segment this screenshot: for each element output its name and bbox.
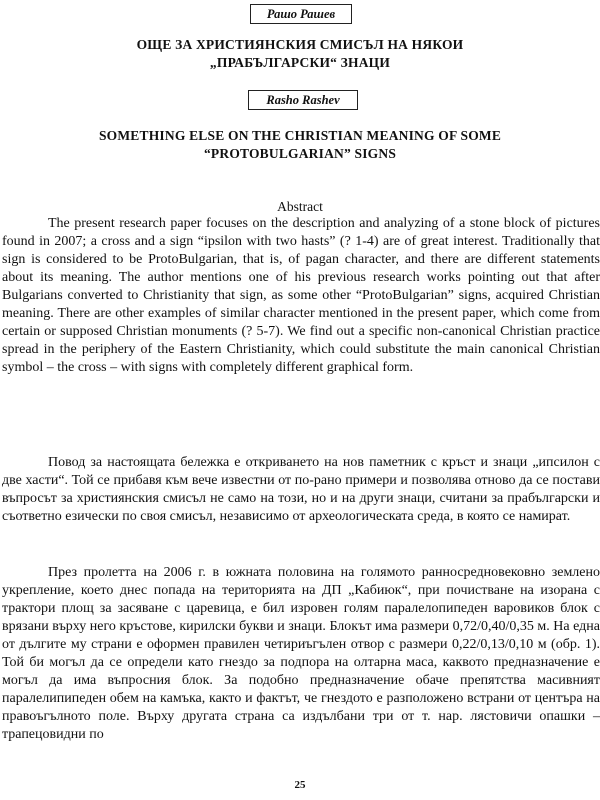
- title-english-line2: “PROTOBULGARIAN” SIGNS: [203, 146, 397, 161]
- body-paragraph-1-text: Повод за настоящата бележка е откриването на нов паметник с кръст и знаци „ипсилон с две хасти“. Той се прибавя към вече известни от по-рано примери и позволява отново да се постави въпросът за християнския смисъл не само на този, но и на други знаци, считани за прабългарски и съответно езически по своя смисъл, независимо от археологическата среда, в която се намират.: [2, 455, 600, 524]
- abstract-paragraph: [2, 215, 600, 377]
- author-name-english: Rasho Rashev: [248, 90, 358, 110]
- author-name-bulgarian: Рашо Рашев: [250, 4, 352, 24]
- title-bulgarian-line1: ОЩЕ ЗА ХРИСТИЯНСКИЯ СМИСЪЛ НА НЯКОИ: [136, 37, 464, 52]
- body-paragraph-1: [2, 454, 600, 526]
- title-english-line1: SOMETHING ELSE ON THE CHRISTIAN MEANING OF SOME: [98, 128, 502, 143]
- abstract-heading: Abstract: [277, 199, 323, 214]
- abstract-text: The present research paper focuses on the description and analyzing of a stone block of pictures found in 2007; a cross and a sign “ipsilon with two hasts” (? 1-4) are of great interest. Traditionally that sign is considered to be ProtoBulgarian, that is, of pagan character, and there are different statements about its meaning. The author mentions one of his previous research works pointing out that after Bulgarians converted to Christianity that sign, as some other “ProtoBulgarian” signs, acquired Christian meaning. There are other examples of similar character mentioned in the present paper, which come from certain or supposed Christian monuments (? 5-7). We find out a specific non-canonical Christian practice spread in the periphery of the Eastern Christianity, which could substitute the main canonical Christian symbol – the cross – with signs with completely different graphical form.: [2, 216, 600, 375]
- title-bulgarian-line2: „ПРАБЪЛГАРСКИ“ ЗНАЦИ: [209, 55, 391, 70]
- page-number: 25: [294, 779, 306, 791]
- body-paragraph-2-text: През пролетта на 2006 г. в южната половина на голямото ранносредновековно землено укрепление, което днес попада на територията на ДП „Кабиюк“, при почистване на изорана с трактори площ за засяване с царевица, е бил изровен голям паралелопипеден варовиков блок с врязани върху него кръстове, кирилски букви и знаци. Блокът има размери 0,72/0,40/0,35 м. На една от дългите му страни е оформен правилен четириъгълен отвор с размери 0,22/0,13/0,10 м (обр. 1). Той би могъл да се определи като гнездо за подпора на олтарна маса, каквото предназначение е могъл да има въпросния блок. За подобно предназначение обаче препятства масивният паралелипипеден обем на камъка, както и фактът, че гнездото е разположено встрани от центъра на правоъгълното поле. Върху другата страна са издълбани три от т. нар. лястовичи опашки – трапецовидни по: [2, 565, 600, 742]
- body-paragraph-2: [2, 564, 600, 744]
